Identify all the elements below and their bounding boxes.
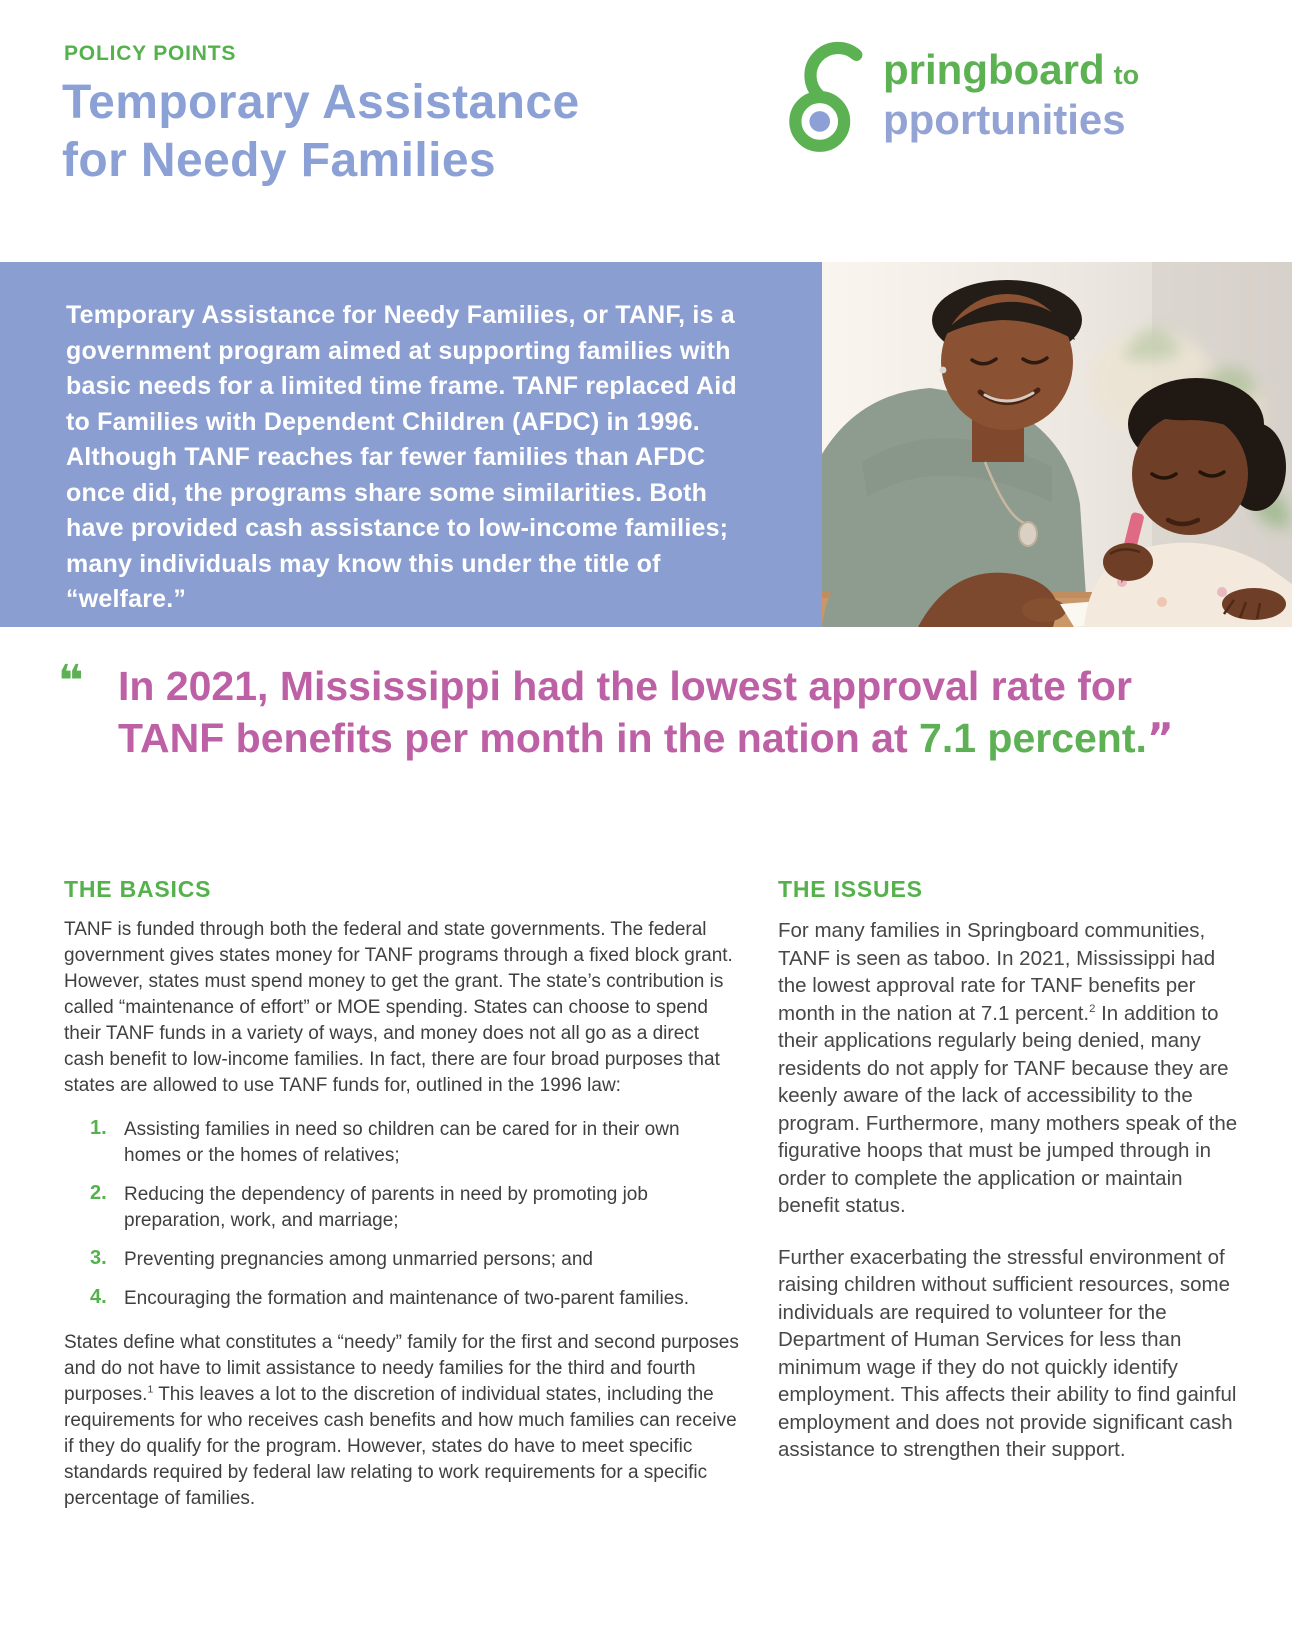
list-item (64, 1286, 740, 1312)
logo-word-to: to (1113, 60, 1140, 90)
open-quote-icon: ❝ (58, 656, 84, 707)
issues-p1-text-cont: In addition to their applications regularly being denied, many residents do not apply for TANF because they are keenly aware of the lack of accessibility to the program. Furthermore, many mothers speak of the figurative hoops that must be jumped through in order to complete the application or maintain benefit status. (778, 1001, 1238, 1217)
quote-text: In 2021, Mississippi had the lowest approval rate for TANF benefits per month in the nation at (118, 663, 1132, 761)
basics-intro: TANF is funded through both the federal and state governments. The federal government gives states money for TANF programs through a fixed block grant. However, states must spend money to get the grant. The state’s contribution is called “maintenance of effort” or MOE spending. States can choose to spend their TANF funds in a variety of ways, and money does not all go as a direct cash benefit to low-income families. In fact, there are four broad purposes that states are allowed to use TANF funds for, outlined in the 1996 law: (64, 919, 733, 1096)
issues-paragraph-2: Further exacerbating the stressful environment of raising children without sufficient resources, some individuals are required to volunteer for the Department of Human Services for less than minimum wage if they do not quickly identify employment. This affects their ability to find gainful employment and does not provide significant cash assistance to strengthen their support. (778, 1245, 1237, 1461)
list-item-number: 4. (90, 1286, 107, 1308)
issues-paragraph-1 (778, 917, 1238, 1220)
page-title-line2: for Needy Families (62, 134, 497, 187)
page-title-line1: Temporary Assistance (62, 76, 580, 129)
list-item-text: Encouraging the formation and maintenance of two-parent families. (124, 1288, 690, 1309)
intro-banner (0, 262, 822, 627)
issues-p1-text: For many families in Springboard communities, TANF is seen as taboo. In 2021, Mississippi had the lowest approval rate for TANF benefits per month in the nation at 7.1 percent. (778, 919, 1216, 1025)
logo-text-springboard (883, 46, 1139, 94)
list-item-number: 1. (90, 1117, 107, 1139)
list-item-text: Preventing pregnancies among unmarried persons; and (124, 1249, 593, 1270)
basics-heading: THE BASICS (64, 876, 212, 902)
issues-column (778, 876, 1238, 1464)
footnote-ref-2: 2 (1089, 1002, 1096, 1015)
basics-outro (64, 1330, 740, 1512)
list-item-text: Assisting families in need so children can be cared for in their own homes or the homes of relatives; (124, 1119, 680, 1166)
intro-banner-text: Temporary Assistance for Needy Families, or TANF, is a government program aimed at supporting families with basic needs for a limited time frame. TANF replaced Aid to Families with Dependent Children (AFDC) in 1996. Although TANF reaches far fewer families than AFDC once did, the programs share some similarities. Both have provided cash assistance to low-income families; many individuals may know this under the title of “welfare.” (66, 301, 737, 613)
issues-heading: THE ISSUES (778, 876, 923, 902)
footnote-ref-1: 1 (147, 1384, 154, 1396)
springboard-spiral-icon (786, 40, 876, 156)
logo-word-pportunities: pportunities (883, 96, 1126, 143)
mother-child-photo (822, 262, 1292, 627)
list-item-number: 3. (90, 1247, 107, 1269)
list-item (64, 1247, 740, 1273)
basics-column (64, 876, 740, 1512)
mother-child-photo-illustration (822, 262, 1292, 627)
logo-text-opportunities (883, 96, 1126, 144)
page-title (62, 74, 580, 190)
tanf-purposes-list (64, 1117, 740, 1312)
springboard-logo (786, 38, 1186, 158)
list-item-text: Reducing the dependency of parents in need by promoting job preparation, work, and marriage; (124, 1184, 648, 1231)
quote-highlight: 7.1 percent. (919, 715, 1147, 761)
basics-outro-text: States define what constitutes a “needy” family for the first and second purposes and do not have to limit assistance to needy families for the third and fourth purposes. (64, 1332, 739, 1405)
close-quote-icon: ” (1146, 714, 1174, 762)
policy-points-label: POLICY POINTS (64, 42, 237, 65)
list-item-number: 2. (90, 1182, 107, 1204)
list-item (64, 1182, 740, 1234)
basics-outro-text-cont: This leaves a lot to the discretion of individual states, including the requirements for who receives cash benefits and how much families can receive if they do qualify for the program. However, states do have to meet specific standards required by federal law relating to work requirements for a specific percentage of families. (64, 1384, 737, 1509)
pull-quote (58, 656, 1178, 764)
list-item (64, 1117, 740, 1169)
logo-word-pringboard: pringboard (883, 46, 1105, 93)
